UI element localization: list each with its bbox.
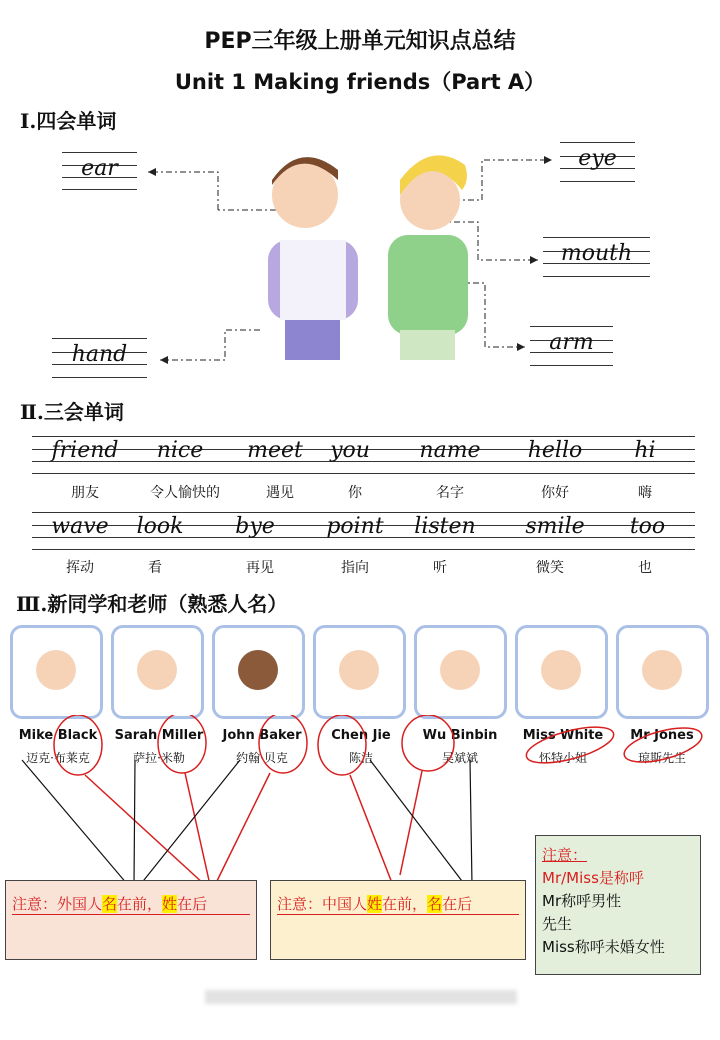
note-line: Miss称呼未婚女性 — [542, 938, 665, 956]
vocab-word: bye — [235, 514, 275, 539]
page-title: PEP三年级上册单元知识点总结 — [204, 29, 516, 54]
highlight-given-name: 名 — [427, 895, 443, 913]
person-name-cn: 琼斯先生 — [637, 751, 686, 765]
boy-figure — [268, 157, 358, 360]
blurred-content — [205, 990, 517, 1004]
blur-overlay-bottom — [0, 977, 720, 1040]
word-hand: hand — [71, 342, 128, 367]
highlight-surname: 姓 — [367, 895, 383, 913]
note-line: Mr称呼男性 — [542, 892, 622, 910]
person-name-cn: 约翰·贝克 — [236, 751, 288, 765]
note-text: 在前， — [117, 895, 163, 913]
word-ear: ear — [81, 156, 118, 181]
vocab-word: hi — [634, 438, 656, 463]
section1-heading: Ⅰ.四会单词 — [20, 109, 117, 133]
vocab-word: too — [629, 514, 666, 539]
vocab-meaning: 遇见 — [266, 485, 294, 501]
person-name-cn: 陈洁 — [348, 751, 373, 765]
vocab-word: name — [419, 438, 481, 463]
vocab-word: hello — [527, 438, 583, 463]
vocab-word: nice — [156, 438, 204, 463]
vocab-meaning: 名字 — [436, 485, 464, 501]
person-name-en: Sarah Miller — [114, 728, 204, 743]
note-text: 在后 — [177, 895, 208, 913]
portrait-faces — [0, 625, 720, 720]
note-text: 注意：中国人 — [277, 895, 368, 913]
vocab-word: listen — [414, 514, 476, 539]
vocab-meaning: 你好 — [541, 485, 569, 501]
vocab-meaning: 看 — [148, 560, 162, 576]
vocab-meaning: 挥动 — [66, 560, 94, 576]
vocab-word: point — [326, 514, 384, 539]
section3-heading: Ⅲ.新同学和老师（熟悉人名） — [16, 592, 288, 616]
vocab-meaning: 朋友 — [71, 485, 99, 501]
highlight-given-name: 名 — [102, 895, 118, 913]
person-name-cn: 迈克·布莱克 — [26, 751, 90, 765]
person-name-en: Mr Jones — [630, 728, 694, 743]
note-titles — [535, 835, 701, 975]
vocab-word: look — [136, 514, 184, 539]
girl-figure — [388, 155, 468, 360]
person-name-cn: 怀特小姐 — [538, 751, 587, 765]
section2-heading: Ⅱ.三会单词 — [20, 400, 124, 424]
word-eye: eye — [578, 146, 617, 171]
page-subtitle: Unit 1 Making friends（Part A） — [174, 70, 546, 94]
vocab-word: wave — [51, 514, 109, 539]
vocab-word: friend — [51, 438, 119, 463]
note-foreign-names — [5, 880, 257, 960]
note-heading: 注意： — [542, 846, 588, 864]
vocab-word: meet — [247, 438, 303, 463]
vocab-meaning: 听 — [433, 560, 447, 576]
person-name-en: Mike Black — [18, 728, 98, 743]
person-name-en: Miss White — [522, 728, 604, 743]
illustration-kids — [0, 140, 720, 380]
vocab-meaning: 指向 — [341, 560, 369, 576]
word-mouth: mouth — [560, 241, 633, 266]
vocab-word: smile — [525, 514, 585, 539]
word-arm: arm — [549, 330, 594, 355]
person-name-en: Chen Jie — [331, 728, 391, 743]
note-line: 先生 — [542, 915, 573, 933]
vocab-meaning: 也 — [638, 560, 652, 576]
person-name-en: Wu Binbin — [422, 728, 498, 743]
vocab-meaning: 嗨 — [638, 485, 652, 501]
note-line: Mr/Miss是称呼 — [542, 869, 644, 887]
vocab-meaning: 你 — [348, 485, 362, 501]
vocab-meaning: 微笑 — [536, 560, 564, 576]
note-text: 在前， — [382, 895, 428, 913]
note-chinese-names — [270, 880, 526, 960]
note-text: 在后 — [442, 895, 473, 913]
note-text: 注意：外国人 — [12, 895, 103, 913]
person-name-cn: 吴斌斌 — [441, 751, 478, 765]
vocab-meaning: 令人愉快的 — [150, 485, 220, 501]
vocab-meaning: 再见 — [246, 560, 274, 576]
vocab-word: you — [330, 438, 370, 463]
highlight-surname: 姓 — [162, 895, 178, 913]
person-name-cn: 萨拉·米勒 — [133, 751, 185, 765]
person-name-en: John Baker — [222, 728, 302, 743]
